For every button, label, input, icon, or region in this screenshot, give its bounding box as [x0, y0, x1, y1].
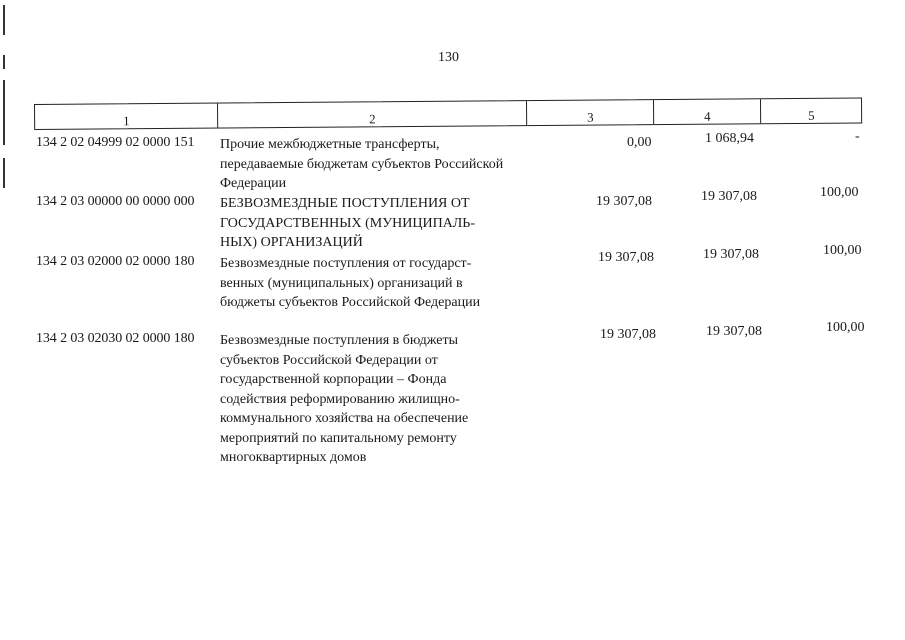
column-header-3: 3: [587, 109, 594, 125]
column-divider: [526, 101, 527, 125]
row-value-col4: 19 307,08: [706, 324, 762, 339]
column-header-5: 5: [808, 107, 815, 123]
row-description: БЕЗВОЗМЕЗДНЫЕ ПОСТУПЛЕНИЯ ОТ ГОСУДАРСТВЕННЫХ (МУНИЦИПАЛЬ- НЫХ) ОРГАНИЗАЦИЙ: [220, 196, 475, 250]
row-value-col3: 19 307,08: [596, 194, 652, 209]
row-code: 134 2 02 04999 02 0000 151: [36, 135, 195, 150]
column-header-1: 1: [123, 113, 130, 129]
scan-edge-mark: [3, 158, 5, 188]
table-header: [34, 97, 862, 130]
row-value-col3: 19 307,08: [600, 327, 656, 342]
column-divider: [217, 104, 218, 128]
column-header-4: 4: [704, 108, 711, 124]
row-code: 134 2 03 02030 02 0000 180: [36, 331, 195, 346]
page-number: 130: [438, 50, 459, 65]
column-divider: [653, 100, 654, 124]
row-description: Прочие межбюджетные трансферты, передаваемые бюджетам субъектов Российской Федерации: [220, 137, 504, 191]
row-value-col3: 0,00: [627, 135, 652, 150]
row-code: 134 2 03 02000 02 0000 180: [36, 254, 195, 269]
scan-edge-mark: [3, 80, 5, 145]
column-header-2: 2: [369, 111, 376, 127]
row-code: 134 2 03 00000 00 0000 000: [36, 194, 195, 209]
row-value-col5: 100,00: [826, 320, 865, 335]
row-value-col3: 19 307,08: [598, 250, 654, 265]
row-value-col4: 1 068,94: [705, 131, 754, 146]
row-value-col4: 19 307,08: [701, 189, 757, 204]
row-description: Безвозмездные поступления в бюджеты субъектов Российской Федерации от государственной корпорации – Фонда содействия реформированию жилищно- коммунального хозяйства на обеспечение мероприятий по капитальному ремонту многоквартирных домов: [220, 333, 469, 465]
column-divider: [760, 99, 761, 123]
row-description: Безвозмездные поступления от государст- венных (муниципальных) организаций в бюджеты субъектов Российской Федерации: [220, 256, 481, 310]
row-value-col5: 100,00: [823, 243, 862, 258]
row-value-col4: 19 307,08: [703, 247, 759, 262]
row-value-col5: -: [855, 129, 860, 144]
scan-edge-mark: [3, 55, 5, 69]
row-value-col5: 100,00: [820, 185, 859, 200]
scan-edge-mark: [3, 5, 5, 35]
